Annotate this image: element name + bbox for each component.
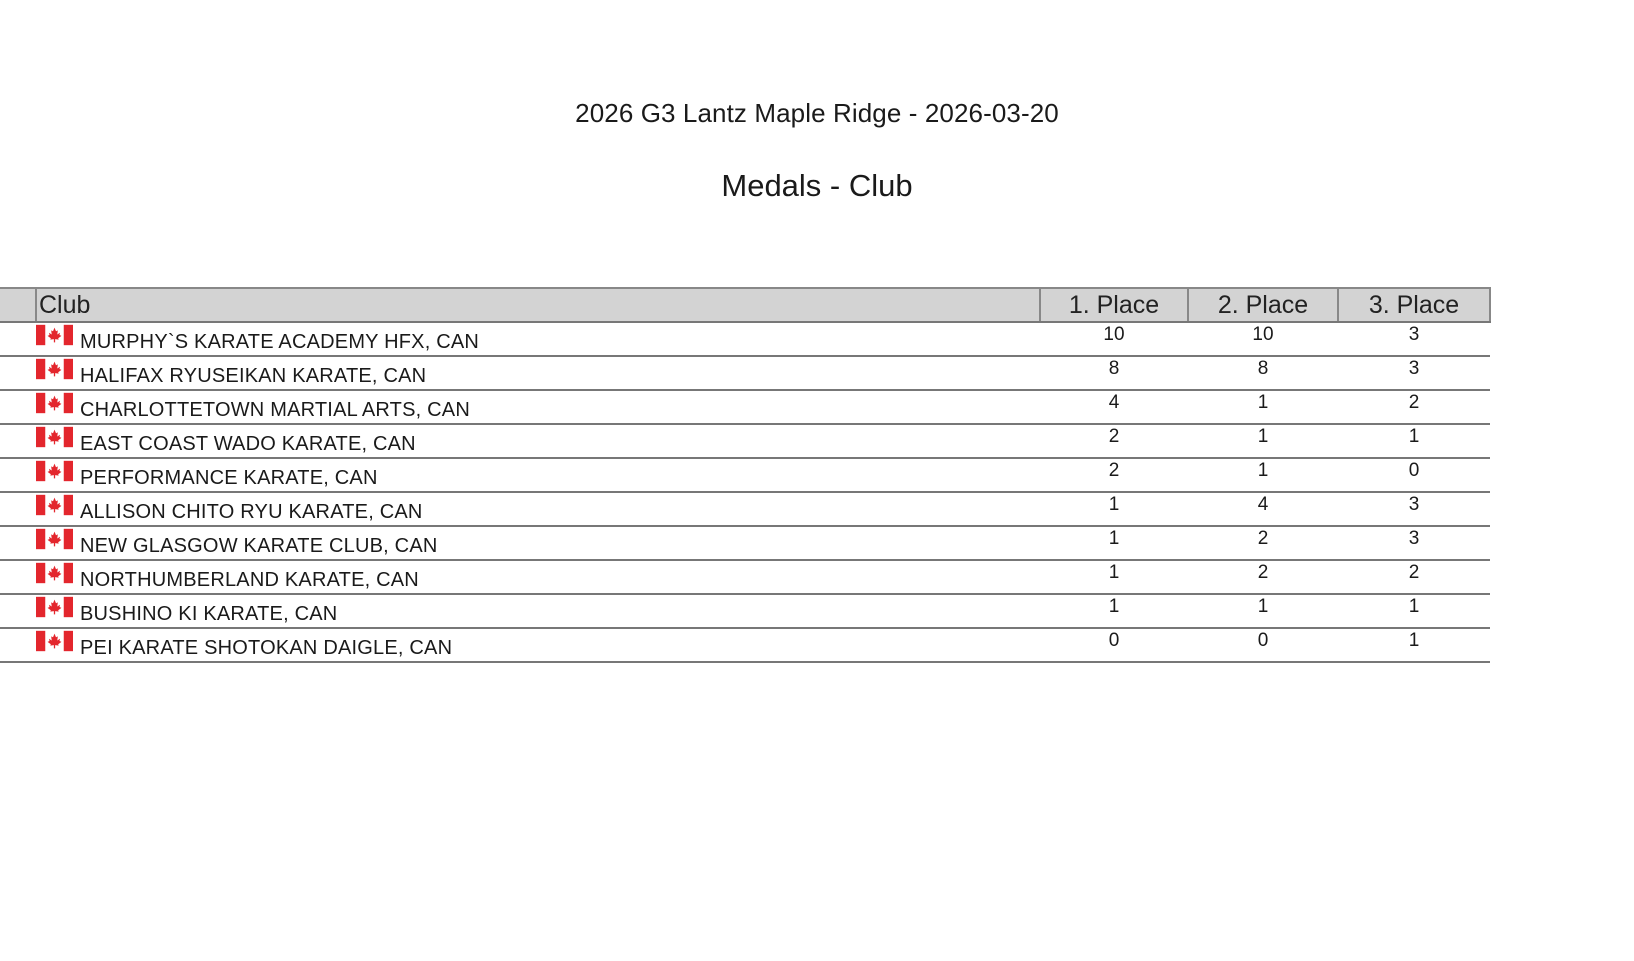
- club-cell: [36, 322, 1040, 356]
- table-row: [0, 424, 1490, 458]
- first-place-count: 0: [1040, 628, 1188, 662]
- club-name: CHARLOTTETOWN MARTIAL ARTS, CAN: [80, 398, 470, 421]
- table-row: [0, 628, 1490, 662]
- canada-flag-icon: [36, 528, 73, 550]
- club-cell-content: [36, 426, 1040, 457]
- third-place-count: 2: [1338, 390, 1490, 424]
- third-place-count: 1: [1338, 628, 1490, 662]
- club-cell: [36, 492, 1040, 526]
- club-cell: [36, 594, 1040, 628]
- canada-flag-icon: [36, 562, 73, 584]
- club-cell-content: [36, 460, 1040, 491]
- club-name: ALLISON CHITO RYU KARATE, CAN: [80, 500, 423, 523]
- second-place-count: 8: [1188, 356, 1338, 390]
- column-header-second-place: 2. Place: [1188, 288, 1338, 322]
- table-row: [0, 560, 1490, 594]
- first-place-count: 1: [1040, 492, 1188, 526]
- table-row: [0, 492, 1490, 526]
- third-place-count: 3: [1338, 356, 1490, 390]
- club-cell-content: [36, 562, 1040, 593]
- club-cell-content: [36, 596, 1040, 627]
- club-name: PEI KARATE SHOTOKAN DAIGLE, CAN: [80, 636, 453, 659]
- row-spacer: [0, 424, 36, 458]
- club-cell-content: [36, 630, 1040, 661]
- first-place-count: 1: [1040, 526, 1188, 560]
- canada-flag-icon: [36, 324, 73, 346]
- table-row: [0, 594, 1490, 628]
- row-spacer: [0, 560, 36, 594]
- club-cell: [36, 424, 1040, 458]
- column-header-third-place: 3. Place: [1338, 288, 1490, 322]
- club-name: NORTHUMBERLAND KARATE, CAN: [80, 568, 419, 591]
- club-cell: [36, 356, 1040, 390]
- third-place-count: 1: [1338, 424, 1490, 458]
- table-header-row: [0, 288, 1490, 322]
- canada-flag-icon: [36, 630, 73, 652]
- first-place-count: 1: [1040, 594, 1188, 628]
- canada-flag-icon: [36, 358, 73, 380]
- medals-table: [0, 287, 1491, 663]
- table-row: [0, 526, 1490, 560]
- table-row: [0, 322, 1490, 356]
- canada-flag-icon: [36, 494, 73, 516]
- club-cell-content: [36, 528, 1040, 559]
- club-cell-content: [36, 392, 1040, 423]
- canada-flag-icon: [36, 426, 73, 448]
- club-cell: [36, 458, 1040, 492]
- report-title: Medals - Club: [721, 168, 913, 203]
- table-row: [0, 458, 1490, 492]
- row-spacer: [0, 322, 36, 356]
- second-place-count: 2: [1188, 526, 1338, 560]
- second-place-count: 2: [1188, 560, 1338, 594]
- row-spacer: [0, 492, 36, 526]
- club-cell-content: [36, 324, 1040, 355]
- club-name: HALIFAX RYUSEIKAN KARATE, CAN: [80, 364, 427, 387]
- second-place-count: 1: [1188, 424, 1338, 458]
- second-place-count: 0: [1188, 628, 1338, 662]
- medals-table-body: [0, 322, 1490, 662]
- medals-table-container: [0, 287, 1460, 663]
- row-spacer: [0, 628, 36, 662]
- row-spacer: [0, 356, 36, 390]
- canada-flag-icon: [36, 596, 73, 618]
- second-place-count: 1: [1188, 390, 1338, 424]
- second-place-count: 1: [1188, 594, 1338, 628]
- header-spacer: [0, 288, 36, 322]
- club-cell-content: [36, 358, 1040, 389]
- club-name: MURPHY`S KARATE ACADEMY HFX, CAN: [80, 330, 480, 353]
- table-row: [0, 390, 1490, 424]
- club-name: NEW GLASGOW KARATE CLUB, CAN: [80, 534, 438, 557]
- third-place-count: 1: [1338, 594, 1490, 628]
- club-cell: [36, 390, 1040, 424]
- club-name: BUSHINO KI KARATE, CAN: [80, 602, 338, 625]
- second-place-count: 1: [1188, 458, 1338, 492]
- canada-flag-icon: [36, 392, 73, 414]
- club-name: EAST COAST WADO KARATE, CAN: [80, 432, 416, 455]
- row-spacer: [0, 526, 36, 560]
- event-title: 2026 G3 Lantz Maple Ridge - 2026-03-20: [575, 98, 1059, 128]
- column-header-club: Club: [36, 288, 1040, 322]
- first-place-count: 2: [1040, 424, 1188, 458]
- club-cell: [36, 526, 1040, 560]
- club-cell: [36, 560, 1040, 594]
- third-place-count: 3: [1338, 526, 1490, 560]
- second-place-count: 10: [1188, 322, 1338, 356]
- column-header-first-place: 1. Place: [1040, 288, 1188, 322]
- club-cell-content: [36, 494, 1040, 525]
- first-place-count: 4: [1040, 390, 1188, 424]
- row-spacer: [0, 458, 36, 492]
- third-place-count: 0: [1338, 458, 1490, 492]
- canada-flag-icon: [36, 460, 73, 482]
- club-name: PERFORMANCE KARATE, CAN: [80, 466, 378, 489]
- third-place-count: 3: [1338, 492, 1490, 526]
- second-place-count: 4: [1188, 492, 1338, 526]
- table-row: [0, 356, 1490, 390]
- first-place-count: 10: [1040, 322, 1188, 356]
- first-place-count: 1: [1040, 560, 1188, 594]
- first-place-count: 8: [1040, 356, 1188, 390]
- row-spacer: [0, 390, 36, 424]
- third-place-count: 2: [1338, 560, 1490, 594]
- club-cell: [36, 628, 1040, 662]
- first-place-count: 2: [1040, 458, 1188, 492]
- row-spacer: [0, 594, 36, 628]
- third-place-count: 3: [1338, 322, 1490, 356]
